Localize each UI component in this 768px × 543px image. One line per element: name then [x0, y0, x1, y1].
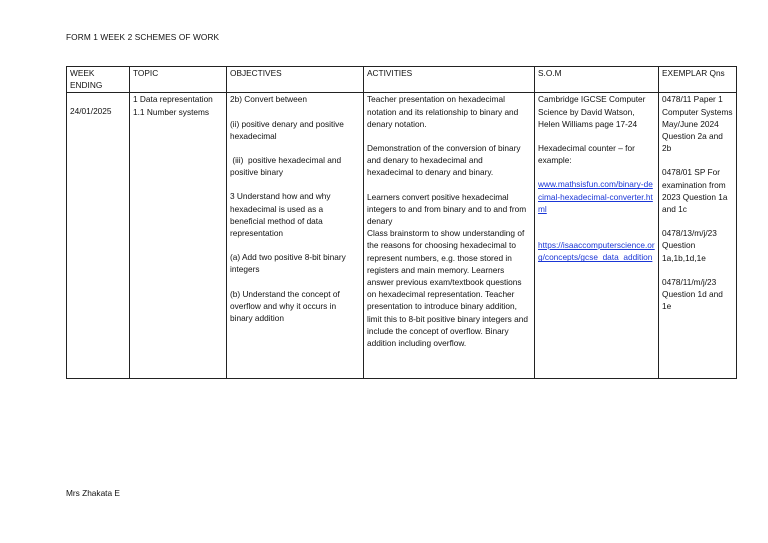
header-objectives: OBJECTIVES	[227, 67, 364, 93]
objective-item: 2b) Convert between	[230, 94, 308, 105]
som-book: Cambridge IGCSE Computer Science by David Watson, Helen Williams page 17-24	[538, 94, 646, 129]
document-title: FORM 1 WEEK 2 SCHEMES OF WORK	[66, 32, 220, 42]
objective-item: (a) Add two positive 8-bit binary integers	[230, 252, 346, 275]
activity-item: Class brainstorm to show understanding of the reasons for choosing hexadecimal to represent numbers, e.g. those stored in registers and main memory. Learners answer previous exam/textbook questions on hexadecimal representation. Teacher presentation to introduce binary addition, limit this to 8-bit positive binary integers and include the concept of overflow. Binary addition including overflow.	[367, 228, 528, 349]
objective-item: (ii) positive denary and positive hexadecimal	[230, 118, 344, 141]
som-counter: Hexadecimal counter – for example:	[538, 143, 635, 166]
header-som: S.O.M	[535, 67, 659, 93]
schemes-of-work-table	[66, 66, 737, 379]
cell-exemplar	[659, 93, 737, 379]
topic-line: 1.1 Number systems	[133, 106, 210, 117]
topic-line: 1 Data representation	[133, 94, 213, 105]
header-topic: TOPIC	[130, 67, 227, 93]
objective-item: 3 Understand how and why hexadecimal is used as a beneficial method of data representation	[230, 191, 331, 239]
exemplar-item: 0478/01 SP For examination from 2023 Question 1a and 1c	[662, 167, 728, 215]
exemplar-item: 0478/13/m/j/23 Question 1a,1b,1d,1e	[662, 228, 717, 263]
cell-objectives	[227, 93, 364, 379]
cell-week-ending	[67, 93, 130, 379]
cell-activities	[364, 93, 535, 379]
exemplar-item: 0478/11 Paper 1 Computer Systems May/June 2024 Question 2a and 2b	[662, 94, 733, 154]
isaac-computer-science-link[interactable]: https://isaaccomputerscience.org/concepts/gcse_data_addition	[538, 240, 655, 263]
exemplar-item: 0478/11/m/j/23 Question 1d and 1e	[662, 276, 723, 312]
objective-item: (b) Understand the concept of overflow and why it occurs in binary addition	[230, 288, 340, 324]
header-activities: ACTIVITIES	[364, 67, 535, 93]
header-exemplar: EXEMPLAR Qns	[659, 67, 737, 93]
author-footer: Mrs Zhakata E	[66, 488, 120, 498]
activity-item: Teacher presentation on hexadecimal notation and its relationship to binary and denary notation.	[367, 94, 519, 129]
week-ending-date: 24/01/2025	[70, 106, 112, 117]
activity-item: Demonstration of the conversion of binary and denary to hexadecimal and hexadecimal to denary and binary.	[367, 143, 521, 178]
activity-item: Learners convert positive hexadecimal integers to and from binary and to and from denary	[367, 191, 527, 227]
header-week-ending: WEEK ENDING	[67, 67, 130, 93]
cell-topic	[130, 93, 227, 379]
mathsisfun-link[interactable]: www.mathsisfun.com/binary-decimal-hexadecimal-converter.html	[538, 179, 653, 214]
table-row	[67, 93, 737, 379]
cell-som	[535, 93, 659, 379]
header-row	[67, 67, 737, 93]
objective-item: (iii) positive hexadecimal and positive binary	[230, 155, 344, 178]
